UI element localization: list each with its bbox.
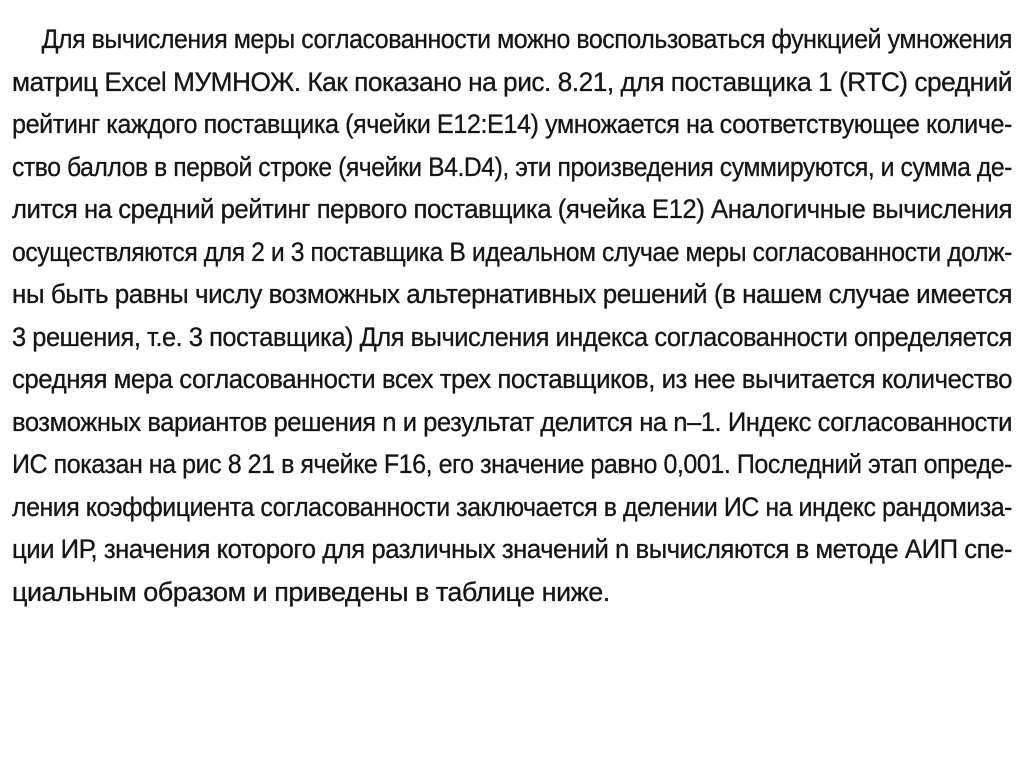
text-line: 3 решения, т.е. 3 поставщика) Для вычисления индекса согласованности определяется [12, 321, 1012, 352]
text-line: возможных вариантов решения n и результат делится на n–1. Индекс согласованности [12, 406, 1012, 437]
text-line: ИС показан на рис 8 21 в ячейке F16, его значение равно 0,001. Последний этап опреде- [12, 449, 1013, 479]
text-line: ции ИР, значения которого для различных значений n вычисляются в методе АИП спе- [12, 534, 1012, 564]
text-line: матриц Excel МУМНОЖ. Как показано на рис. 8.21, для поставщика 1 (RTC) средний [12, 66, 1013, 97]
text-line: ления коэффициента согласованности заключается в делении ИС на индекс рандомиза- [12, 491, 1012, 522]
paragraph [12, 18, 1012, 613]
text-line: циальным образом и приведены в таблице ниже. [12, 576, 610, 607]
text-line: ство баллов в первой строке (ячейки B4.D4), эти произведения суммируются, и сумма де- [12, 151, 1012, 182]
text-line: ны быть равны числу возможных альтернативных решений (в нашем случае имеется [12, 279, 1013, 309]
text-line: лится на средний рейтинг первого поставщика (ячейка E12) Аналогичные вычисления [12, 194, 1013, 224]
text-line: осуществляются для 2 и 3 поставщика В идеальном случае меры согласованности долж- [12, 236, 1012, 267]
text-line: Для вычисления меры согласованности можно воспользоваться функцией умножения [41, 24, 1012, 54]
text-line: рейтинг каждого поставщика (ячейки E12:E14) умножается на соответствующее количе- [12, 109, 1012, 139]
text-line: средняя мера согласованности всех трех поставщиков, из нее вычитается количество [12, 364, 1013, 394]
